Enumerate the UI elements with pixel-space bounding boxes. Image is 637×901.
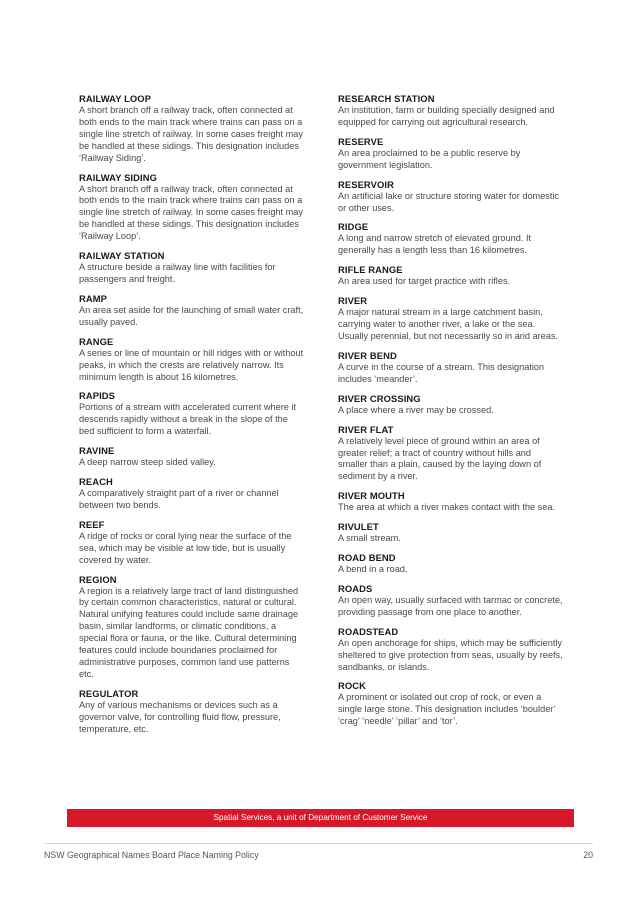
right-column bbox=[338, 93, 563, 735]
glossary-entry bbox=[338, 393, 563, 417]
glossary-definition: A region is a relatively large tract of land distinguished by certain common characteristics, natural or cultural. Natural unifying features could include same drainage basin, similar landforms, or climatic conditions, a special flora or fauna, or the like. Cultural determining features could include boundaries proclaimed for administrative purposes, common land use patterns etc. bbox=[79, 585, 299, 679]
glossary-term: ROADSTEAD bbox=[338, 625, 399, 637]
glossary-entry bbox=[338, 93, 563, 129]
glossary-entry bbox=[79, 519, 304, 567]
glossary-term: RIVER BEND bbox=[338, 349, 397, 361]
glossary-entry bbox=[79, 476, 304, 512]
footer-document-title: NSW Geographical Names Board Place Naming Policy bbox=[44, 850, 259, 860]
glossary-term: RAILWAY SIDING bbox=[79, 171, 157, 183]
glossary-term: RIVER bbox=[338, 295, 368, 307]
glossary-entry bbox=[338, 221, 563, 257]
glossary-entry bbox=[338, 490, 563, 514]
glossary-definition: A deep narrow steep sided valley. bbox=[79, 457, 216, 468]
glossary-term: REGION bbox=[79, 573, 117, 585]
glossary-entry bbox=[338, 552, 563, 576]
glossary-entry bbox=[79, 172, 304, 244]
glossary-term: RAMP bbox=[79, 292, 108, 304]
glossary-definition: A long and narrow stretch of elevated ground. It generally has a length less than 16 kilometres. bbox=[338, 233, 532, 256]
glossary-definition: An area used for target practice with rifles. bbox=[338, 276, 511, 287]
glossary-term: REEF bbox=[79, 518, 105, 530]
glossary-entry bbox=[338, 179, 563, 215]
glossary-definition: A comparatively straight part of a river or channel between two bends. bbox=[79, 488, 279, 510]
glossary-entry bbox=[79, 293, 304, 329]
glossary-definition: Portions of a stream with accelerated current where it descends rapidly without a break in the slope of the bed sufficient to form a waterfall. bbox=[79, 402, 297, 437]
glossary-definition: A ridge of rocks or coral lying near the surface of the sea, which may be visible at low tide, but is usually covered by water. bbox=[79, 530, 292, 565]
glossary-entry bbox=[338, 136, 563, 172]
glossary-definition: An area proclaimed to be a public reserve by government legislation. bbox=[338, 147, 521, 170]
glossary-entry bbox=[79, 336, 304, 384]
glossary-term: ROCK bbox=[338, 680, 367, 692]
glossary-term: RIFLE RANGE bbox=[338, 264, 403, 276]
glossary-term: RANGE bbox=[79, 335, 114, 347]
glossary-entry bbox=[338, 424, 563, 484]
glossary-definition: A place where a river may be crossed. bbox=[338, 404, 494, 415]
glossary-entry bbox=[79, 445, 304, 469]
glossary-term: ROAD BEND bbox=[338, 552, 396, 564]
glossary-entry bbox=[338, 680, 563, 728]
glossary-term: REGULATOR bbox=[79, 687, 139, 699]
glossary-definition: Any of various mechanisms or devices such as a governor valve, for controlling fluid flow, pressure, temperature, etc. bbox=[79, 699, 281, 734]
page-number: 20 bbox=[583, 850, 593, 860]
glossary-definition: An open way, usually surfaced with tarmac or concrete, providing passage from one place to another. bbox=[338, 594, 563, 617]
glossary-entry bbox=[79, 574, 304, 681]
glossary-entry bbox=[79, 390, 304, 438]
glossary-term: RAPIDS bbox=[79, 390, 116, 402]
glossary-term: REACH bbox=[79, 476, 113, 488]
glossary-entry bbox=[79, 93, 304, 165]
glossary-definition: A structure beside a railway line with facilities for passengers and freight. bbox=[79, 262, 276, 284]
glossary-definition: A prominent or isolated out crop of rock, or even a single large stone. This designation includes ‘boulder’ ‘crag’ ‘needle’ ‘pillar’ and ‘tor’. bbox=[338, 692, 556, 727]
glossary-definition: A short branch off a railway track, often connected at both ends to the main track where trains can pass on a single line stretch of railway. In some cases freight may be handled at these sidings. This designation includes ‘Railway Loop’. bbox=[79, 183, 303, 242]
spatial-services-banner: Spatial Services, a unit of Department of Customer Service bbox=[67, 809, 574, 827]
glossary-definition: A relatively level piece of ground within an area of greater relief; a tract of country without hills and smaller than a plain, caused by the laying down of sediment by a river. bbox=[338, 435, 542, 482]
glossary-definition: An area set aside for the launching of small water craft, usually paved. bbox=[79, 304, 304, 327]
glossary-definition: A bend in a road. bbox=[338, 564, 408, 575]
glossary-entry bbox=[79, 250, 304, 286]
glossary-entry bbox=[338, 264, 563, 288]
glossary-entry bbox=[338, 350, 563, 386]
glossary-term: RAVINE bbox=[79, 445, 115, 457]
glossary-entry bbox=[338, 583, 563, 619]
glossary-term: ROADS bbox=[338, 582, 373, 594]
glossary-definition: A series or line of mountain or hill ridges with or without peaks, in which the crests are relatively narrow. Its minimum length is about 16 kilometres. bbox=[79, 347, 304, 382]
glossary-term: RAILWAY LOOP bbox=[79, 93, 152, 104]
glossary-entry bbox=[338, 521, 563, 545]
glossary-definition: The area at which a river makes contact with the sea. bbox=[338, 502, 556, 513]
glossary-definition: A small stream. bbox=[338, 533, 401, 544]
glossary-term: RESERVOIR bbox=[338, 178, 394, 190]
glossary-definition: A short branch off a railway track, often connected at both ends to the main track where trains can pass on a single line stretch of railway. In some cases freight may be handled at these sidings. This designation includes ‘Railway Siding’. bbox=[79, 105, 303, 163]
glossary-term: RIVER MOUTH bbox=[338, 490, 405, 502]
glossary-definition: An open anchorage for ships, which may be sufficiently sheltered to give protection from seas, usually by reefs, sandbanks, or islands. bbox=[338, 637, 563, 672]
footer-divider bbox=[44, 843, 593, 844]
glossary-definition: A major natural stream in a large catchment basin, carrying water to another river, a lake or the sea. Usually perennial, but not necessarily so in arid areas. bbox=[338, 307, 559, 341]
glossary-term: RIVER FLAT bbox=[338, 423, 394, 435]
glossary-definition: An institution, farm or building specially designed and equipped for carrying out agricultural research. bbox=[338, 105, 555, 127]
glossary-term: RAILWAY STATION bbox=[79, 250, 165, 262]
glossary-entry bbox=[79, 688, 304, 736]
glossary-definition: A curve in the course of a stream. This designation includes ‘meander’. bbox=[338, 361, 545, 384]
glossary-term: RESEARCH STATION bbox=[338, 93, 435, 104]
left-column bbox=[79, 93, 304, 743]
glossary-definition: An artificial lake or structure storing water for domestic or other uses. bbox=[338, 190, 560, 213]
glossary-term: RESERVE bbox=[338, 135, 384, 147]
glossary-entry bbox=[338, 295, 563, 343]
glossary-term: RIVER CROSSING bbox=[338, 392, 421, 404]
glossary-term: RIDGE bbox=[338, 221, 369, 233]
glossary-term: RIVULET bbox=[338, 521, 379, 533]
glossary-entry bbox=[338, 626, 563, 674]
